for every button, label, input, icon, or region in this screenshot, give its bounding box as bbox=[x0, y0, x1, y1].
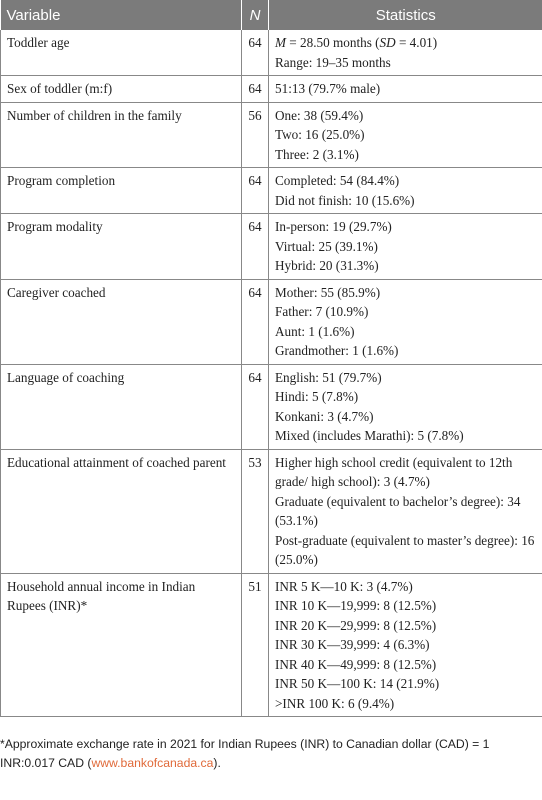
statistic-line: Konkani: 3 (4.7%) bbox=[275, 408, 374, 424]
statistic-line: Hindi: 5 (7.8%) bbox=[275, 389, 359, 404]
statistic-line: INR 20 K—29,999: 8 (12.5%) bbox=[275, 617, 437, 633]
variable-cell: Toddler age bbox=[1, 30, 242, 76]
variable-cell: Number of children in the family bbox=[1, 102, 242, 168]
statistics-cell bbox=[269, 449, 542, 573]
statistic-line: English: 51 (79.7%) bbox=[275, 369, 382, 385]
table-row bbox=[1, 449, 542, 573]
statistics-cell bbox=[269, 30, 542, 76]
statistic-line: >INR 100 K: 6 (9.4%) bbox=[275, 695, 395, 711]
statistics-cell bbox=[269, 168, 542, 214]
statistic-line: INR 5 K—10 K: 3 (4.7%) bbox=[275, 578, 413, 594]
statistic-line: Three: 2 (3.1%) bbox=[275, 146, 359, 162]
n-cell: 64 bbox=[242, 76, 269, 103]
statistics-cell bbox=[269, 102, 542, 168]
statistics-cell bbox=[269, 76, 542, 103]
statistic-line: Mixed (includes Marathi): 5 (7.8%) bbox=[275, 428, 464, 443]
statistics-cell bbox=[269, 214, 542, 280]
n-cell: 64 bbox=[242, 279, 269, 364]
n-cell: 51 bbox=[242, 573, 269, 717]
statistic-line: Father: 7 (10.9%) bbox=[275, 304, 369, 319]
statistic-line: 51:13 (79.7% male) bbox=[275, 81, 381, 96]
table-row bbox=[1, 364, 542, 449]
table-row bbox=[1, 279, 542, 364]
header-n: N bbox=[242, 0, 269, 30]
n-cell: 64 bbox=[242, 30, 269, 76]
statistic-line: INR 10 K—19,999: 8 (12.5%) bbox=[275, 598, 437, 613]
statistic-line: INR 30 K—39,999: 4 (6.3%) bbox=[275, 637, 430, 652]
footnote-text: *Approximate exchange rate in 2021 for Indian Rupees (INR) to Canadian dollar (CAD) = 1 INR:0.017 CAD ( bbox=[0, 737, 490, 770]
n-cell: 64 bbox=[242, 168, 269, 214]
variable-cell: Language of coaching bbox=[1, 364, 242, 449]
statistic-line: M = 28.50 months (SD = 4.01) bbox=[275, 35, 438, 50]
statistic-line: Post-graduate (equivalent to master’s degree): 16 (25.0%) bbox=[275, 532, 535, 567]
table-row bbox=[1, 30, 542, 76]
table-footnote bbox=[0, 735, 542, 773]
variable-cell: Sex of toddler (m:f) bbox=[1, 76, 242, 103]
statistic-line: Virtual: 25 (39.1%) bbox=[275, 238, 378, 254]
statistic-line: Hybrid: 20 (31.3%) bbox=[275, 258, 379, 273]
variable-cell: Educational attainment of coached parent bbox=[1, 449, 242, 573]
statistic-line: One: 38 (59.4%) bbox=[275, 107, 364, 123]
statistics-cell bbox=[269, 364, 542, 449]
header-statistics: Statistics bbox=[269, 0, 542, 30]
statistic-line: Range: 19–35 months bbox=[275, 54, 391, 70]
n-cell: 56 bbox=[242, 102, 269, 168]
footnote-end: ). bbox=[213, 756, 221, 770]
n-cell: 53 bbox=[242, 449, 269, 573]
statistic-line: Mother: 55 (85.9%) bbox=[275, 284, 381, 300]
statistic-line: Two: 16 (25.0%) bbox=[275, 127, 365, 142]
table-body bbox=[1, 30, 542, 717]
variable-cell: Program completion bbox=[1, 168, 242, 214]
statistic-line: INR 50 K—100 K: 14 (21.9%) bbox=[275, 676, 440, 691]
table-row bbox=[1, 76, 542, 103]
statistics-cell bbox=[269, 279, 542, 364]
statistic-line: In-person: 19 (29.7%) bbox=[275, 219, 392, 234]
statistic-line: Higher high school credit (equivalent to 12th grade/ high school): 3 (4.7%) bbox=[275, 454, 513, 489]
statistic-line: INR 40 K—49,999: 8 (12.5%) bbox=[275, 656, 437, 672]
table-row bbox=[1, 573, 542, 717]
variable-cell: Program modality bbox=[1, 214, 242, 280]
table-row bbox=[1, 102, 542, 168]
n-cell: 64 bbox=[242, 214, 269, 280]
n-cell: 64 bbox=[242, 364, 269, 449]
table-row bbox=[1, 168, 542, 214]
variable-cell: Caregiver coached bbox=[1, 279, 242, 364]
table-header-row bbox=[1, 0, 542, 30]
variable-cell: Household annual income in Indian Rupees (INR)* bbox=[1, 573, 242, 717]
statistic-line: Grandmother: 1 (1.6%) bbox=[275, 343, 399, 358]
statistic-line: Graduate (equivalent to bachelor’s degree): 34 (53.1%) bbox=[275, 493, 521, 528]
statistic-line: Aunt: 1 (1.6%) bbox=[275, 323, 355, 339]
statistics-cell bbox=[269, 573, 542, 717]
statistic-line: Completed: 54 (84.4%) bbox=[275, 173, 400, 188]
header-variable: Variable bbox=[1, 0, 242, 30]
table-row bbox=[1, 214, 542, 280]
statistic-line: Did not finish: 10 (15.6%) bbox=[275, 192, 415, 208]
bank-of-canada-link[interactable]: www.bankofcanada.ca bbox=[91, 756, 214, 770]
